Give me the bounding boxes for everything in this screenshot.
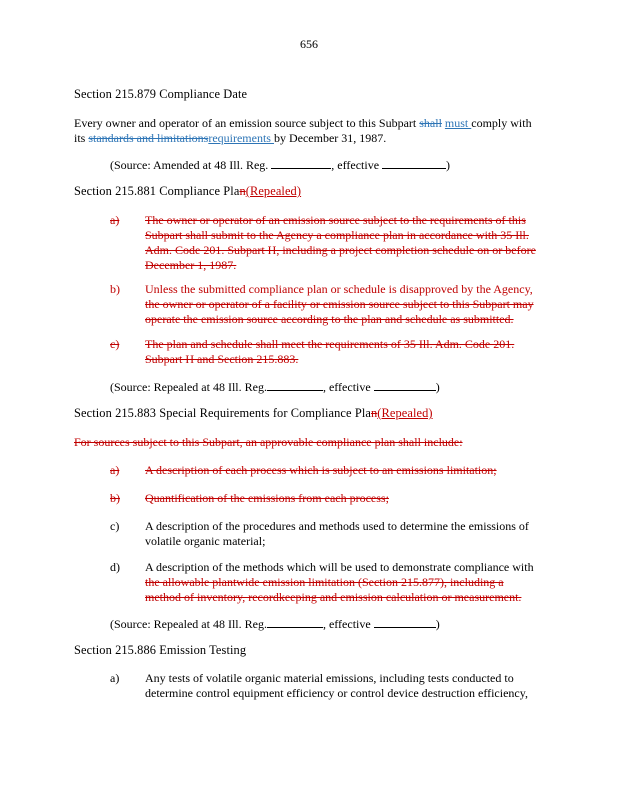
inserted-text: (Repealed): [245, 184, 302, 198]
item-letter: a): [110, 213, 120, 227]
item-letter: d): [110, 560, 120, 574]
heading-text: Section 215.883 Special Requirements for Compliance Pla: [74, 406, 371, 420]
source-text: , effective: [322, 617, 374, 631]
inserted-text: must: [444, 116, 472, 130]
text-segment: Every owner and operator of an emission source subject to this Subpart: [74, 116, 420, 130]
text-segment: Unless the submitted compliance plan or schedule is disapproved by the Agency,: [145, 282, 533, 296]
text-segment: comply with its: [74, 116, 532, 145]
blank-line: [271, 157, 331, 169]
page-number: 656: [300, 37, 318, 51]
source-text: ): [435, 380, 440, 394]
source-text: , effective: [322, 380, 374, 394]
blank-line: [267, 379, 323, 391]
inserted-text: requirements: [208, 131, 274, 145]
item-text: The plan and schedule shall meet the requirements of 35 Ill. Adm. Code 201. Subpart H and Section 215.883.: [145, 337, 515, 366]
text-segment: by December 31, 1987.: [273, 131, 387, 145]
deleted-text: the owner or operator of a facility or emission source subject to this Subpart may operate the emission source according to the plan and schedule as submitted.: [145, 297, 534, 326]
item-letter: b): [110, 282, 120, 296]
inserted-text: (Repealed): [377, 406, 433, 420]
blank-line: [382, 157, 446, 169]
source-text: (Source: Repealed at 48 Ill. Reg.: [110, 617, 267, 631]
blank-line: [374, 379, 436, 391]
source-text: ): [435, 617, 440, 631]
item-letter: a): [110, 671, 120, 685]
blank-line: [374, 616, 436, 628]
section-heading-215-881: [74, 184, 301, 199]
blank-line: [267, 616, 323, 628]
source-note-215-883: [110, 616, 440, 632]
source-text: (Source: Repealed at 48 Ill. Reg.: [110, 380, 267, 394]
item-text: The owner or operator of an emission source subject to the requirements of this Subpart shall submit to the Agency a compliance plan in accordance with 35 Ill. Adm. Code 201. Subpart H, including a project completion schedule on or before December 1, 1987.: [145, 213, 536, 272]
source-note-215-879: [110, 157, 450, 173]
source-text: ): [446, 158, 451, 172]
item-letter: b): [110, 491, 120, 505]
item-text: A description of the procedures and methods used to determine the emissions of volatile organic material;: [145, 519, 529, 548]
section-intro: For sources subject to this Subpart, an approvable compliance plan shall include:: [74, 435, 463, 449]
item-letter: c): [110, 337, 120, 351]
deleted-text: the allowable plantwide emission limitation (Section 215.877), including a method of inventory, recordkeeping and emission calculation or measurement.: [145, 575, 522, 604]
source-note-215-881: [110, 379, 440, 395]
deleted-text: shall: [419, 116, 442, 130]
deleted-text: n: [239, 184, 246, 198]
deleted-text: standards and limitations: [88, 131, 209, 145]
item-letter: a): [110, 463, 120, 477]
deleted-text: n: [370, 406, 378, 420]
item-text: Quantification of the emissions from each process;: [145, 491, 389, 505]
item-text: [145, 560, 540, 605]
section-heading-215-883: [74, 406, 433, 421]
source-text: (Source: Amended at 48 Ill. Reg.: [110, 158, 272, 172]
item-text: A description of each process which is subject to an emissions limitation;: [145, 463, 497, 477]
paragraph-215-879: [74, 116, 544, 146]
section-heading-215-886: Section 215.886 Emission Testing: [74, 643, 247, 657]
text-segment: A description of the methods which will be used to demonstrate compliance with: [145, 560, 534, 574]
section-heading-215-879: Section 215.879 Compliance Date: [74, 87, 248, 101]
heading-text: Section 215.881 Compliance Pla: [74, 184, 240, 198]
item-text: [145, 282, 540, 327]
item-letter: c): [110, 519, 120, 533]
item-text: Any tests of volatile organic material emissions, including tests conducted to determine control equipment efficiency or control device destruction efficiency,: [145, 671, 528, 700]
source-text: , effective: [331, 158, 383, 172]
